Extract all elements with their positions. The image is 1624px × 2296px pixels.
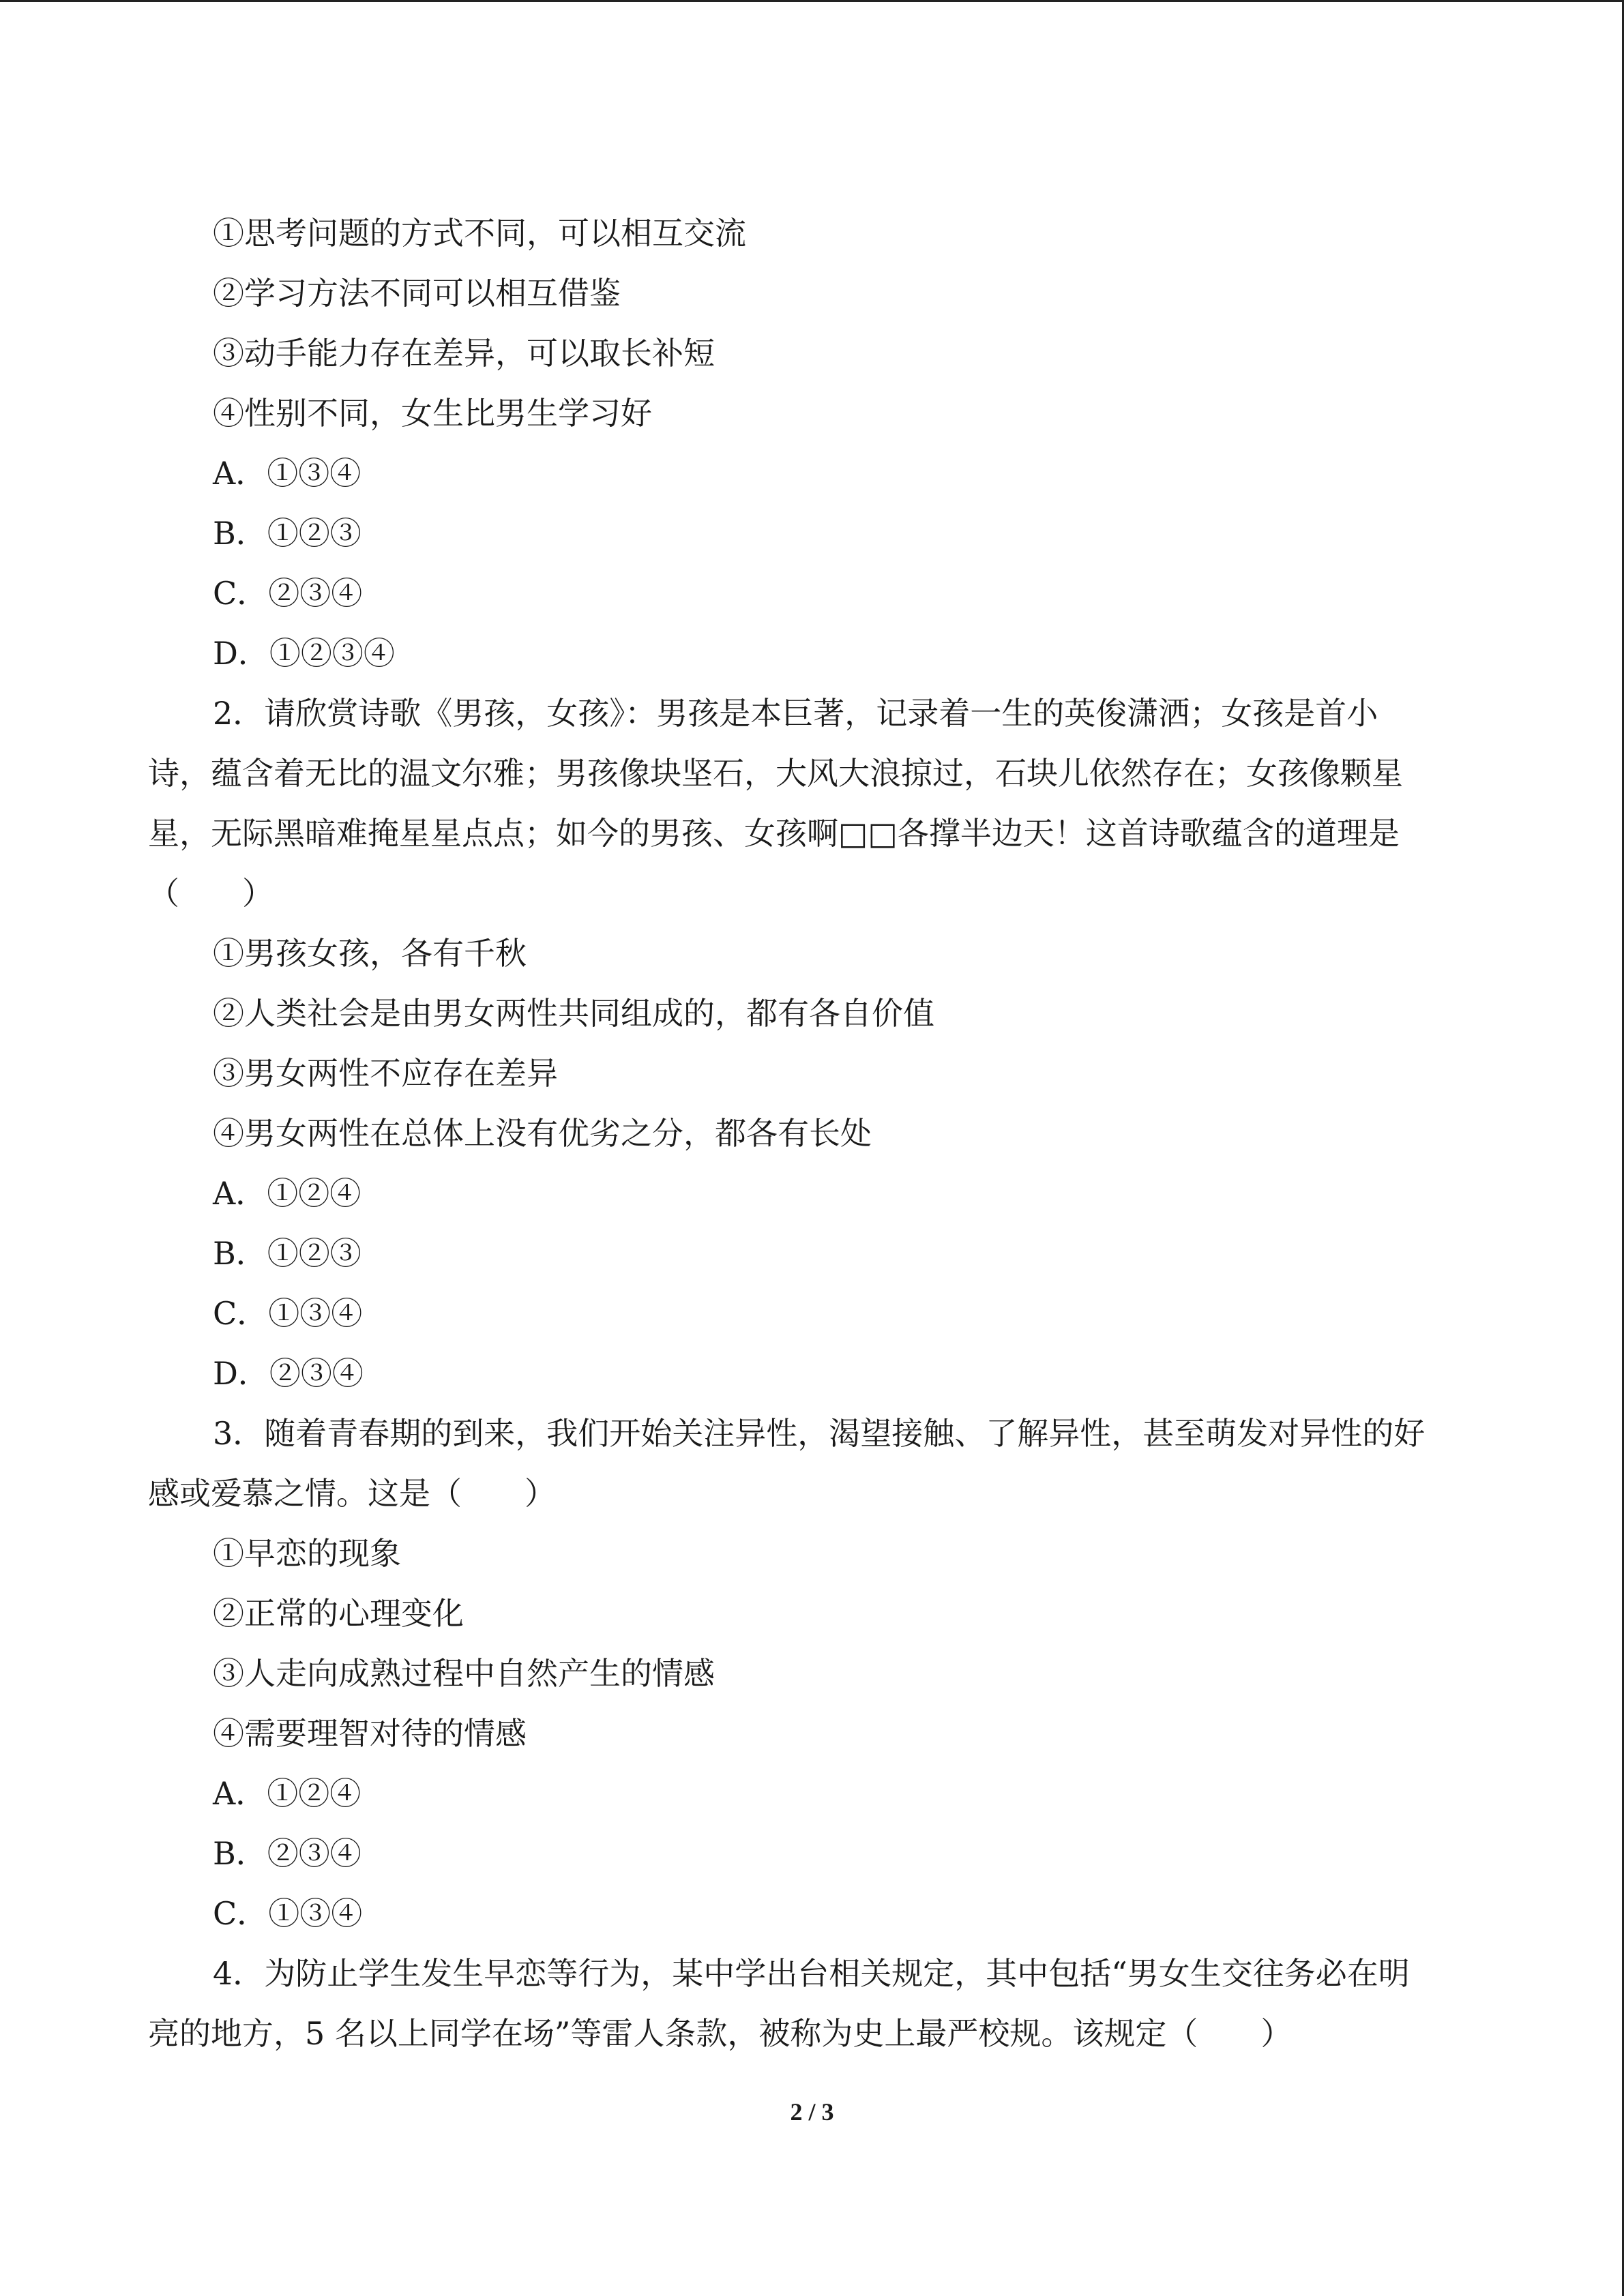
q4-stem-line-2: 亮的地方，5 名以上同学在场”等雷人条款，被称为史上最严校规。该规定（ ） (148, 2015, 1293, 2052)
q2-option-4: ④男女两性在总体上没有优劣之分，都各有长处 (213, 1115, 872, 1152)
q3-stem-line-1: 3．随着青春期的到来，我们开始关注异性，渴望接触、了解异性，甚至萌发对异性的好 (213, 1415, 1426, 1452)
q2-stem-line-1: 2．请欣赏诗歌《男孩，女孩》：男孩是本巨著，记录着一生的英俊潇洒；女孩是首小 (213, 695, 1378, 732)
q1-choice-b: B．①②③ (213, 515, 361, 552)
q2-stem-line-4: （ ） (148, 875, 274, 912)
q3-option-3: ③人走向成熟过程中自然产生的情感 (213, 1655, 715, 1692)
q2-option-2: ②人类社会是由男女两性共同组成的，都有各自价值 (213, 995, 934, 1032)
question-4 (148, 1943, 1475, 2063)
q3-choice-b: B．②③④ (213, 1835, 361, 1872)
q2-choice-d: D．②③④ (213, 1355, 364, 1392)
q3-choice-c: C．①③④ (213, 1895, 363, 1932)
q2-stem-line-3: 星，无际黑暗难掩星星点点；如今的男孩、女孩啊□□各撑半边天！这首诗歌蕴含的道理是 (148, 815, 1400, 852)
q3-stem-line-2: 感或爱慕之情。这是（ ） (148, 1475, 556, 1512)
q1-option-2: ②学习方法不同可以相互借鉴 (213, 275, 621, 312)
q2-stem-line-2: 诗，蕴含着无比的温文尔雅；男孩像块坚石，大风大浪掠过，石块儿依然存在；女孩像颗星 (148, 755, 1403, 792)
q2-choice-b: B．①②③ (213, 1235, 361, 1272)
q1-choice-a: A．①③④ (213, 455, 361, 492)
question-2 (148, 683, 1475, 1403)
q1-choice-c: C．②③④ (213, 575, 363, 612)
q3-option-2: ②正常的心理变化 (213, 1595, 464, 1632)
q3-option-4: ④需要理智对待的情感 (213, 1715, 527, 1752)
q1-option-1: ①思考问题的方式不同，可以相互交流 (213, 215, 746, 252)
q4-stem-line-1: 4．为防止学生发生早恋等行为，某中学出台相关规定，其中包括“男女生交往务必在明 (213, 1955, 1410, 1992)
q1-choice-d: D．①②③④ (213, 635, 395, 672)
question-3 (148, 1403, 1475, 1943)
q1-option-4: ④性别不同，女生比男生学习好 (213, 395, 652, 432)
q2-option-3: ③男女两性不应存在差异 (213, 1055, 558, 1092)
q2-choice-a: A．①②④ (213, 1175, 361, 1212)
q3-choice-a: A．①②④ (213, 1775, 361, 1812)
document-body (148, 203, 1475, 2063)
q1-option-3: ③动手能力存在差异，可以取长补短 (213, 335, 715, 372)
q3-option-1: ①早恋的现象 (213, 1535, 401, 1572)
page-number: 2 / 3 (790, 2098, 834, 2126)
q2-choice-c: C．①③④ (213, 1295, 363, 1332)
question-1-tail (148, 203, 1475, 683)
q2-option-1: ①男孩女孩，各有千秋 (213, 935, 527, 972)
